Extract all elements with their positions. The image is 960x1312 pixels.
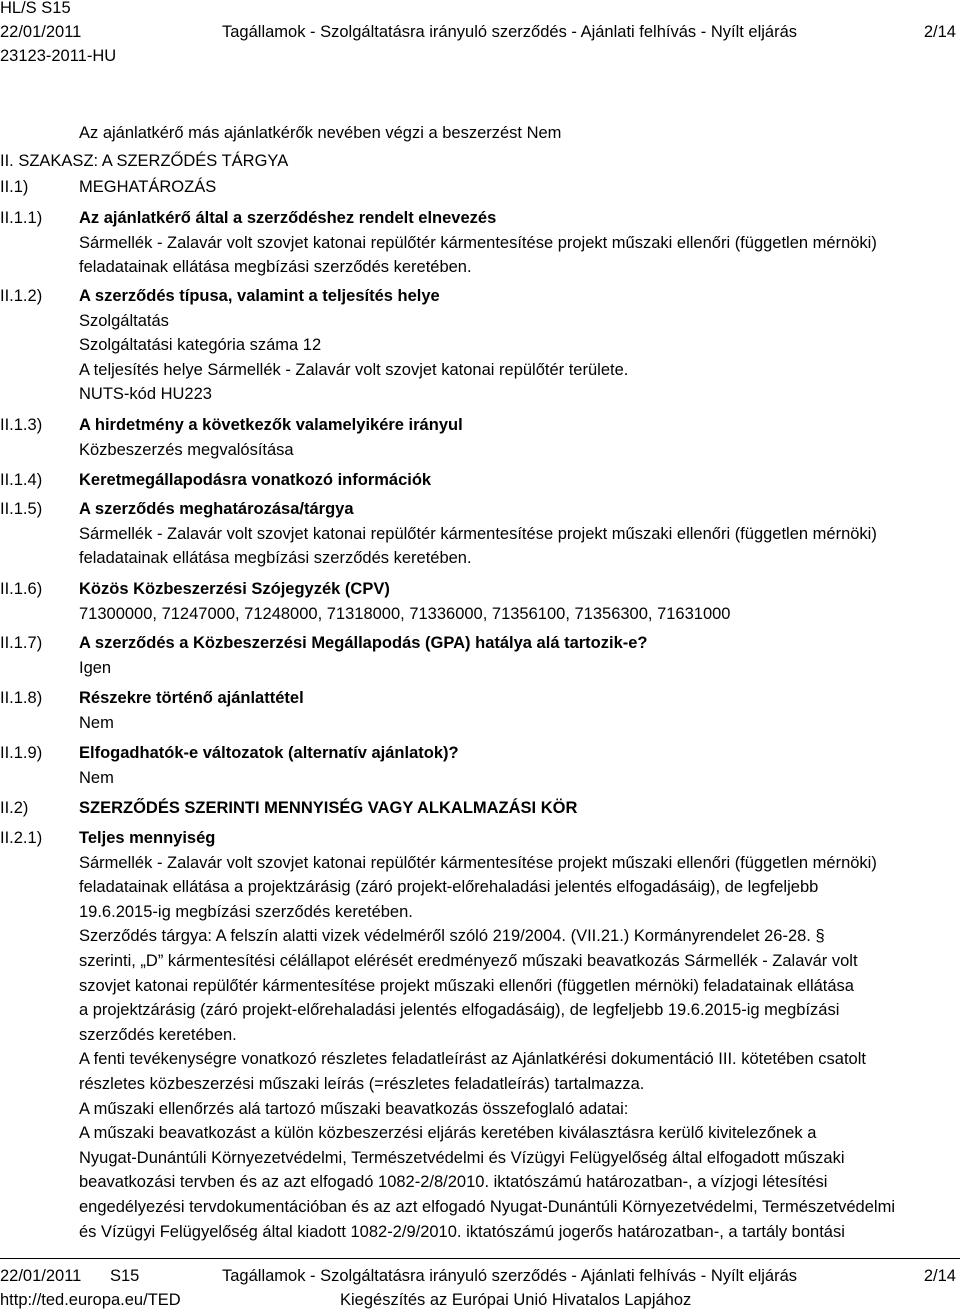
heading-ii18: Részekre történő ajánlattétel bbox=[79, 689, 304, 707]
text-line: 19.6.2015-ig megbízási szerződés keretében. bbox=[79, 902, 413, 921]
block-ii1 bbox=[79, 175, 955, 200]
heading-ii16: Közös Közbeszerzési Szójegyzék (CPV) bbox=[79, 580, 390, 598]
text-line: Sármellék - Zalavár volt szovjet katonai repülőtér kármentesítése projekt műszaki ellenőri (független mérnöki) bbox=[79, 233, 877, 252]
text-line: és Vízügyi Felügyelőség által kiadott 1082-2/9/2010. iktatószámú jogerős határozatban-, a tartály bontási bbox=[79, 1222, 845, 1241]
page-header bbox=[0, 0, 960, 68]
section-number: II.1.5) bbox=[0, 500, 43, 518]
text-line: szovjet katonai repülőtér kármentesítése projekt műszaki ellenőri (független mérnöki) feladatainak ellátása bbox=[79, 976, 854, 995]
text-line: a projektzárásig (záró projekt-előrehaladási jelentés elfogadásáig), de legfeljebb 19.6.2015-ig megbízási bbox=[79, 1001, 840, 1020]
lots-value: Nem bbox=[79, 713, 114, 732]
block-ii11 bbox=[79, 206, 955, 280]
block-ii14 bbox=[79, 468, 955, 493]
header-line-1 bbox=[0, 0, 960, 20]
text-line: Sármellék - Zalavár volt szovjet katonai repülőtér kármentesítése projekt műszaki ellenőri (független mérnöki) bbox=[79, 853, 877, 872]
text-line: A fenti tevékenységre vonatkozó részletes feladatleírást az Ajánlatkérési dokumentáció III. kötetében csatolt bbox=[79, 1050, 866, 1069]
header-line-3 bbox=[0, 44, 960, 68]
heading-ii2: SZERZŐDÉS SZERINTI MENNYISÉG VAGY ALKALMAZÁSI KÖR bbox=[79, 799, 578, 817]
heading-ii19: Elfogadhatók-e változatok (alternatív ajánlatok)? bbox=[79, 744, 459, 762]
block-ii12 bbox=[79, 284, 955, 407]
footer-publisher: Kiegészítés az Európai Unió Hivatalos Lapjához bbox=[340, 1291, 692, 1309]
header-title: Tagállamok - Szolgáltatásra irányuló szerződés - Ajánlati felhívás - Nyílt eljárás bbox=[222, 23, 798, 41]
footer-series: S15 bbox=[110, 1267, 140, 1285]
service-category: Szolgáltatási kategória száma 12 bbox=[79, 336, 322, 355]
text-line: részletes közbeszerzési műszaki leírás (=részletes feladatleírás) tartalmazza. bbox=[79, 1074, 645, 1093]
heading-ii11: Az ajánlatkérő által a szerződéshez rendelt elnevezés bbox=[79, 209, 497, 227]
text-line: Szerződés tárgya: A felszín alatti vizek védelméről szóló 219/2004. (VII.21.) Kormányrendelet 26-28. § bbox=[79, 927, 825, 946]
heading-ii17: A szerződés a Közbeszerzési Megállapodás (GPA) hatálya alá tartozik-e? bbox=[79, 634, 648, 652]
heading-ii21: Teljes mennyiség bbox=[79, 829, 216, 847]
footer-title: Tagállamok - Szolgáltatásra irányuló szerződés - Ajánlati felhívás - Nyílt eljárás bbox=[222, 1267, 798, 1285]
block-ii15 bbox=[79, 497, 955, 571]
block-ii18 bbox=[79, 686, 955, 735]
text-line: Sármellék - Zalavár volt szovjet katonai repülőtér kármentesítése projekt műszaki ellenőri (független mérnöki) bbox=[79, 524, 877, 543]
section-number: II.1.9) bbox=[0, 744, 43, 762]
text-line: feladatainak ellátása a projektzárásig (záró projekt-előrehaladási jelentés elfogadásáig), de legfeljebb bbox=[79, 878, 819, 897]
header-page-number: 2/14 bbox=[923, 23, 956, 41]
text-line: szerződés keretében. bbox=[79, 1025, 237, 1044]
text-line: feladatainak ellátása megbízási szerződés keretében. bbox=[79, 549, 472, 568]
footer-date: 22/01/2011 bbox=[0, 1267, 82, 1285]
footer-page-number: 2/14 bbox=[923, 1267, 956, 1285]
variants-value: Nem bbox=[79, 768, 114, 787]
block-ii13 bbox=[79, 413, 955, 462]
block-ii19 bbox=[79, 741, 955, 790]
text-line: A műszaki ellenőrzés alá tartozó műszaki beavatkozás összefoglaló adatai: bbox=[79, 1099, 629, 1118]
section-number: II.2.1) bbox=[0, 829, 43, 847]
header-doc-id: 23123-2011-HU bbox=[0, 47, 117, 65]
text-line: engedélyezési tervdokumentációban és az azt elfogadó Nyugat-Dunántúli Környezetvédelmi, Természetvédelmi bbox=[79, 1197, 895, 1216]
block-ii21 bbox=[79, 826, 955, 1244]
nuts-code: NUTS-kód HU223 bbox=[79, 385, 212, 404]
section-number: II.2) bbox=[0, 799, 29, 817]
section-number: II.1.3) bbox=[0, 416, 43, 434]
text-line: A műszaki beavatkozást a külön közbeszerzési eljárás keretében kiválasztásra kerülő kivitelezőnek a bbox=[79, 1124, 817, 1143]
heading-ii12: A szerződés típusa, valamint a teljesítés helye bbox=[79, 287, 440, 305]
section-title: II. SZAKASZ: A SZERZŐDÉS TÁRGYA bbox=[0, 152, 289, 170]
heading-ii1: MEGHATÁROZÁS bbox=[79, 178, 217, 196]
section-number: II.1.7) bbox=[0, 634, 43, 652]
section-number: II.1.8) bbox=[0, 689, 43, 707]
heading-ii14: Keretmegállapodásra vonatkozó információk bbox=[79, 471, 432, 489]
header-line-2 bbox=[0, 20, 960, 44]
contract-type: Szolgáltatás bbox=[79, 311, 169, 330]
text-line: szerinti, „D” kármentesítési célállapot elérését eredményező műszaki beavatkozás Sármellék - Zalavár volt bbox=[79, 951, 858, 970]
notice-type-value: Közbeszerzés megvalósítása bbox=[79, 440, 294, 459]
section-number: II.1.1) bbox=[0, 209, 43, 227]
block-ii17 bbox=[79, 631, 955, 680]
heading-ii15: A szerződés meghatározása/tárgya bbox=[79, 500, 354, 518]
section-number: II.1.6) bbox=[0, 580, 43, 598]
gpa-value: Igen bbox=[79, 658, 112, 677]
footer-rule bbox=[0, 1258, 960, 1259]
cpv-codes: 71300000, 71247000, 71248000, 71318000, 71336000, 71356100, 71356300, 71631000 bbox=[79, 604, 731, 623]
section-number: II.1.4) bbox=[0, 471, 43, 489]
section-number: II.1.2) bbox=[0, 287, 43, 305]
footer-line-1 bbox=[0, 1264, 960, 1288]
text-line: Nyugat-Dunántúli Környezetvédelmi, Természetvédelmi és Vízügyi Felügyelőség által elfogadott műszaki bbox=[79, 1148, 845, 1167]
text-line: feladatainak ellátása megbízási szerződés keretében. bbox=[79, 258, 472, 277]
header-date: 22/01/2011 bbox=[0, 23, 82, 41]
footer-line-2 bbox=[0, 1288, 960, 1312]
heading-ii13: A hirdetmény a következők valamelyikére irányul bbox=[79, 416, 463, 434]
block-ii2 bbox=[79, 796, 955, 821]
text-line: beavatkozási tervben és az azt elfogadó 1082-2/8/2010. iktatószámú határozatban-, a vízjogi létesítési bbox=[79, 1173, 828, 1192]
place-of-performance: A teljesítés helye Sármellék - Zalavár volt szovjet katonai repülőtér területe. bbox=[79, 360, 629, 379]
journal-ref: HL/S S15 bbox=[0, 0, 71, 17]
footer-url[interactable]: http://ted.europa.eu/TED bbox=[0, 1291, 181, 1309]
section-number: II.1) bbox=[0, 178, 29, 196]
intro-line: Az ajánlatkérő más ajánlatkérők nevében végzi a beszerzést Nem bbox=[79, 124, 562, 142]
block-ii16 bbox=[79, 577, 955, 626]
